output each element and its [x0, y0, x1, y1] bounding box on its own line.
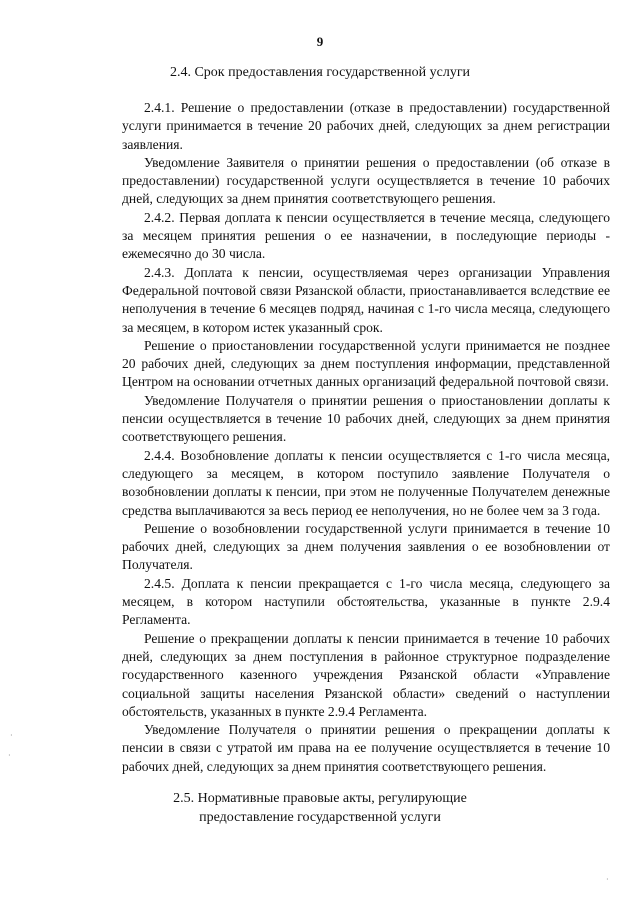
scan-speck: ·: [10, 731, 13, 740]
paragraph-suspension-decision: Решение о приостановлении государственной услуги принимается не позднее 20 рабочих дней, следующих за днем поступления информации, представленной Центром на основании отчетных данных организаций федеральной почтовой связи.: [122, 337, 610, 390]
scan-speck: ·: [8, 751, 11, 760]
paragraph-termination-decision: Решение о прекращении доплаты к пенсии принимается в течение 10 рабочих дней, следующих за днем поступления в районное структурное подразделение государственного казенного учреждения Рязанской области «Управление социальной защиты населения Рязанской области» сведений о наступлении обстоятельств, указанных в пункте 2.9.4 Регламента.: [122, 630, 610, 719]
page-number: 9: [316, 34, 324, 49]
scan-speck: ·: [606, 875, 609, 884]
section-2-4-body: [122, 99, 610, 776]
paragraph-2-4-2: 2.4.2. Первая доплата к пенсии осуществляется в течение месяца, следующего за месяцем принятия решения о ее назначении, в последующие периоды - ежемесячно до 30 числа.: [122, 209, 610, 262]
paragraph-termination-notification: Уведомление Получателя о принятии решения о прекращении доплаты к пенсии в связи с утратой им права на ее получение осуществляется в течение 10 рабочих дней, следующих за днем принятия соответствующего решения.: [122, 722, 610, 774]
section-heading-2-5-line2: предоставление государственной услуги: [199, 810, 441, 825]
section-heading-2-5-line1: 2.5. Нормативные правовые акты, регулирующие: [173, 791, 467, 806]
paragraph-2-4-4: 2.4.4. Возобновление доплаты к пенсии осуществляется с 1-го числа месяца, следующего за месяцем, в котором поступило заявление Получателя о возобновлении доплаты к пенсии, при этом не полученные Получателем денежные средства выплачиваются за весь период ее неполучения, но не более чем за 3 года.: [122, 447, 610, 518]
paragraph-2-4-3: 2.4.3. Доплата к пенсии, осуществляемая через организации Управления Федеральной почтовой связи Рязанской области, приостанавливается вследствие ее неполучения в течение 6 месяцев подряд, начиная с 1-го числа месяца, следующего за месяцем, в котором истек указанный срок.: [122, 264, 610, 335]
paragraph-2-4-1: 2.4.1. Решение о предоставлении (отказе в предоставлении) государственной услуги принимается в течение 20 рабочих дней, следующих за днем регистрации заявления.: [122, 100, 610, 152]
paragraph-notification-decision: Уведомление Заявителя о принятии решения о предоставлении (об отказе в предоставлении) государственной услуги осуществляется в течение 10 рабочих дней, следующих за днем принятия соответствующего решения.: [122, 154, 610, 207]
section-heading-2-4: 2.4. Срок предоставления государственной услуги: [169, 65, 471, 80]
paragraph-resumption-decision: Решение о возобновлении государственной услуги принимается в течение 10 рабочих дней, следующих за днем получения заявления о ее возобновлении от Получателя.: [122, 520, 610, 573]
section-heading-2-5: [0, 789, 640, 827]
paragraph-2-4-5: 2.4.5. Доплата к пенсии прекращается с 1-го числа месяца, следующего за месяцем, в котором наступили обстоятельства, указанные в пункте 2.9.4 Регламента.: [122, 575, 610, 628]
paragraph-suspension-notification: Уведомление Получателя о принятии решения о приостановлении доплаты к пенсии осуществляется в течение 10 рабочих дней, следующих за днем принятия соответствующего решения.: [122, 392, 610, 445]
